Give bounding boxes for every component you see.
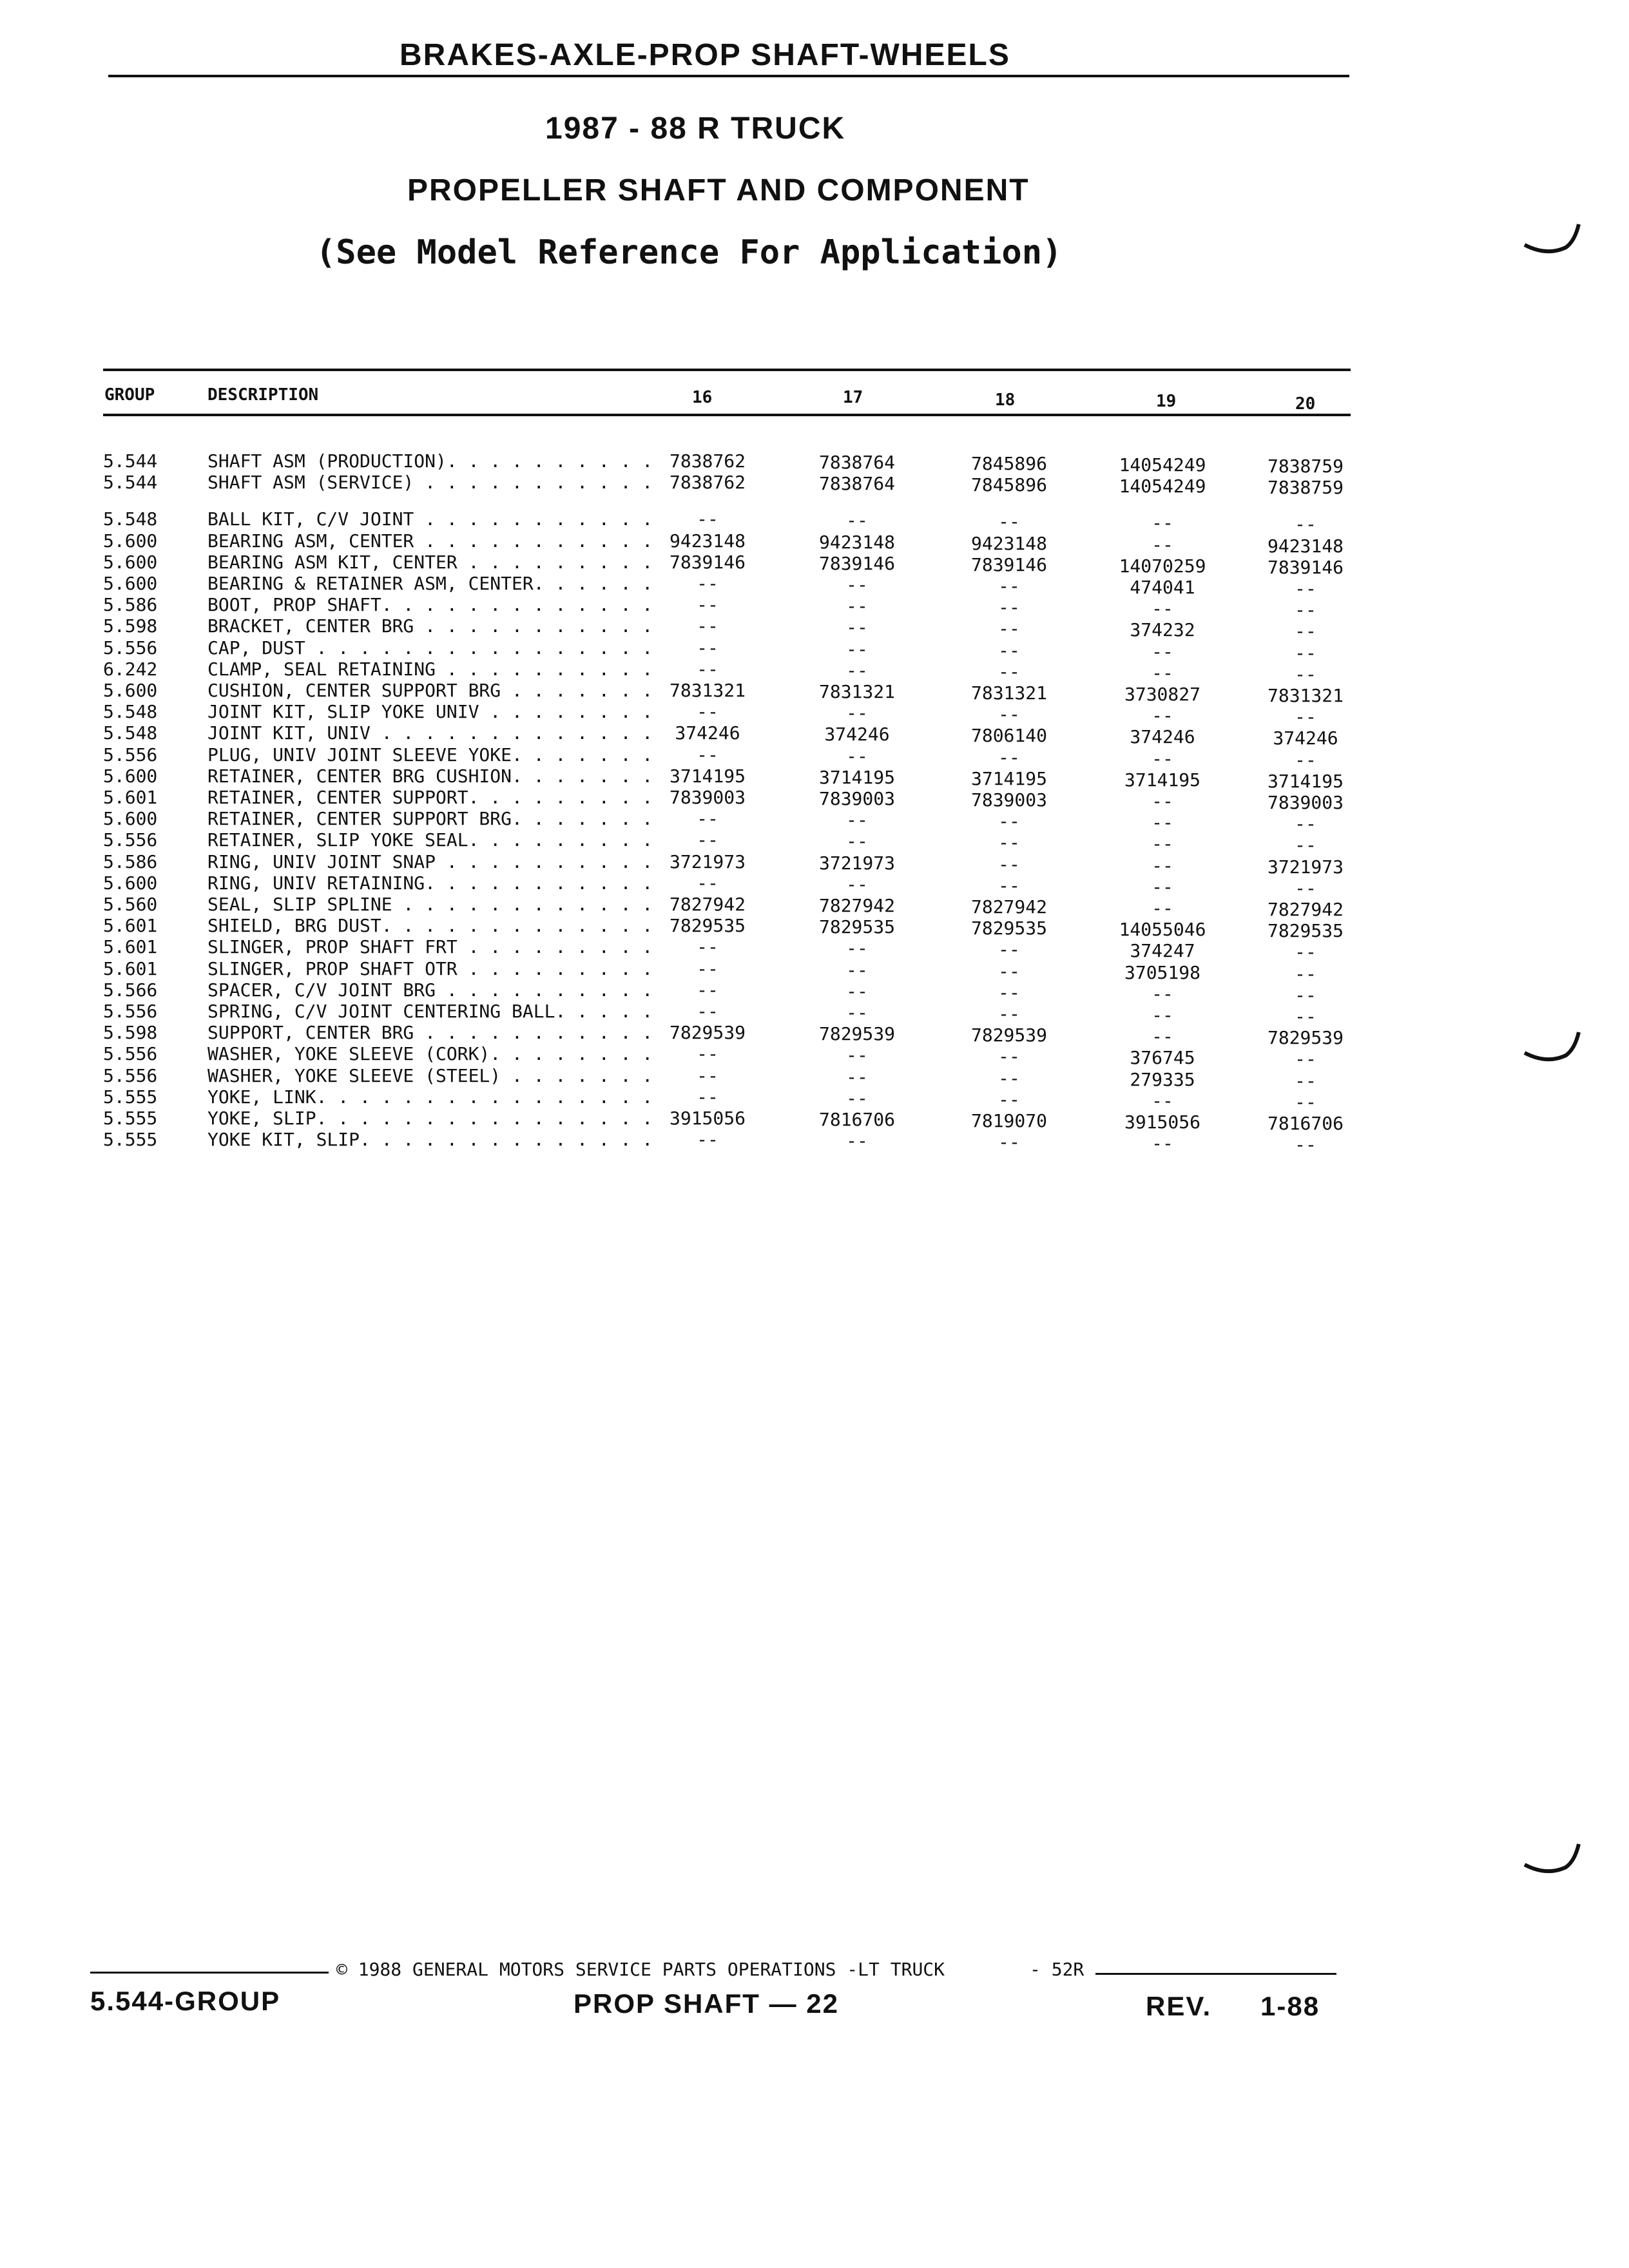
row-part-number-20: -- — [1295, 1091, 1316, 1113]
row-description — [207, 531, 665, 552]
row-part-number-18: 7827942 — [970, 896, 1047, 918]
row-description — [207, 1087, 665, 1108]
row-part-number-18: -- — [998, 1003, 1020, 1024]
row-part-number-16: 9423148 — [669, 530, 746, 552]
row-part-number-19: -- — [1152, 1090, 1173, 1111]
row-group: 5.555 — [103, 1086, 158, 1108]
row-description-label: SLINGER, PROP SHAFT OTR — [207, 959, 460, 979]
row-group: 5.600 — [103, 765, 158, 787]
row-group: 5.544 — [103, 472, 158, 494]
row-group: 5.556 — [103, 1001, 158, 1022]
row-part-number-19: 3714195 — [1124, 769, 1200, 791]
row-part-number-20: -- — [1295, 620, 1316, 642]
row-description — [207, 723, 665, 744]
row-part-number-18: -- — [998, 853, 1020, 875]
row-part-number-19: -- — [1152, 791, 1173, 812]
row-group: 5.598 — [103, 615, 158, 637]
row-part-number-16: -- — [697, 615, 718, 637]
column-header-19: 19 — [1156, 392, 1177, 411]
row-description — [207, 745, 665, 765]
row-part-number-17: 7831321 — [818, 681, 895, 702]
row-description — [207, 659, 665, 680]
row-part-number-16: -- — [697, 1001, 718, 1022]
row-group: 5.601 — [103, 936, 158, 958]
row-part-number-19: 3705198 — [1124, 961, 1200, 983]
row-part-number-20: 7838759 — [1267, 456, 1344, 477]
row-description-label: SPRING, C/V JOINT CENTERING BALL — [207, 1001, 557, 1022]
row-group: 5.600 — [103, 680, 158, 701]
row-description — [207, 766, 665, 787]
row-part-number-17: -- — [846, 873, 868, 895]
row-group: 5.600 — [103, 808, 158, 830]
row-description-label: RETAINER, SLIP YOKE SEAL — [207, 830, 471, 850]
row-part-number-19: 279335 — [1130, 1068, 1195, 1090]
row-part-number-17: -- — [846, 745, 868, 767]
row-part-number-18: -- — [998, 874, 1020, 896]
row-description-label: RETAINER, CENTER SUPPORT BRG — [207, 809, 514, 829]
row-part-number-20: -- — [1295, 749, 1316, 771]
row-description — [207, 1129, 665, 1150]
row-part-number-20: -- — [1295, 1070, 1316, 1091]
row-part-number-17: -- — [846, 638, 868, 660]
row-part-number-16: -- — [697, 508, 718, 530]
row-part-number-20: 7816706 — [1267, 1113, 1344, 1134]
row-part-number-19: -- — [1152, 833, 1173, 855]
row-description-label: PLUG, UNIV JOINT SLEEVE YOKE — [207, 745, 514, 765]
row-part-number-16: 374246 — [675, 722, 740, 744]
row-part-number-17: -- — [846, 702, 868, 724]
row-group: 5.600 — [103, 530, 158, 552]
row-description — [207, 1001, 665, 1022]
row-part-number-20: 7839146 — [1267, 556, 1344, 578]
row-description-label: YOKE, LINK — [207, 1087, 319, 1108]
row-description — [207, 472, 665, 493]
row-part-number-16: -- — [697, 979, 718, 1001]
row-part-number-17: 7839003 — [818, 788, 895, 809]
row-part-number-17: 7829535 — [818, 916, 895, 938]
row-part-number-16: 7829535 — [669, 915, 746, 937]
row-description — [207, 451, 665, 472]
row-part-number-18: 7839003 — [970, 789, 1047, 811]
row-part-number-16: 3915056 — [669, 1108, 746, 1129]
row-description-label: SEAL, SLIP SPLINE — [207, 894, 395, 915]
row-description-label: YOKE KIT, SLIP — [207, 1129, 362, 1150]
row-part-number-18: 7845896 — [970, 453, 1047, 474]
row-part-number-20: -- — [1295, 1006, 1316, 1027]
group-reference: 5.544-GROUP — [90, 1986, 281, 2016]
row-part-number-19: -- — [1152, 1004, 1173, 1026]
row-part-number-18: -- — [998, 618, 1020, 640]
row-part-number-19: -- — [1152, 747, 1173, 769]
column-header-20: 20 — [1295, 394, 1316, 414]
column-header-17: 17 — [843, 388, 863, 407]
row-part-number-19: -- — [1152, 533, 1173, 555]
row-description-label: YOKE, SLIP — [207, 1108, 319, 1129]
row-description — [207, 1066, 665, 1086]
row-part-number-20: 7838759 — [1267, 477, 1344, 499]
row-group: 5.548 — [103, 508, 158, 530]
row-part-number-17: 3714195 — [818, 766, 895, 788]
row-description-label: CLAMP, SEAL RETAINING — [207, 659, 438, 680]
row-description — [207, 894, 665, 915]
row-group: 5.601 — [103, 957, 158, 979]
row-part-number-17: -- — [846, 980, 868, 1002]
row-part-number-17: 374246 — [824, 724, 890, 745]
row-part-number-16: -- — [697, 872, 718, 894]
row-part-number-17: -- — [846, 510, 868, 532]
row-part-number-17: 7827942 — [818, 895, 895, 916]
row-part-number-20: -- — [1295, 514, 1316, 535]
row-group: 5.601 — [103, 915, 158, 937]
row-description-label: CUSHION, CENTER SUPPORT BRG — [207, 680, 503, 701]
row-group: 5.548 — [103, 722, 158, 744]
row-part-number-16: -- — [697, 1043, 718, 1065]
row-group: 5.555 — [103, 1129, 158, 1151]
row-description — [207, 809, 665, 829]
row-part-number-16: -- — [697, 637, 718, 658]
row-description-label: BALL KIT, C/V JOINT — [207, 509, 416, 530]
row-part-number-17: -- — [846, 1002, 868, 1023]
row-description-label: WASHER, YOKE SLEEVE (CORK) — [207, 1044, 492, 1064]
row-part-number-19: 14054249 — [1119, 454, 1206, 476]
row-group: 5.586 — [103, 850, 158, 872]
row-group: 5.556 — [103, 744, 158, 765]
row-group: 5.560 — [103, 894, 158, 915]
row-part-number-19: 14070259 — [1119, 555, 1206, 577]
row-part-number-19: 474041 — [1130, 577, 1195, 598]
row-description — [207, 830, 665, 850]
row-part-number-20: 7839003 — [1267, 792, 1344, 813]
row-description-label: JOINT KIT, SLIP YOKE UNIV — [207, 702, 481, 722]
row-part-number-20: -- — [1295, 877, 1316, 899]
row-group: 5.600 — [103, 551, 158, 573]
row-part-number-19: 14055046 — [1119, 919, 1206, 941]
row-part-number-18: -- — [998, 1131, 1020, 1153]
row-group: 5.556 — [103, 1043, 158, 1065]
row-part-number-20: -- — [1295, 706, 1316, 728]
row-part-number-16: 7839003 — [669, 787, 746, 808]
row-part-number-16: 7838762 — [669, 472, 746, 494]
row-part-number-18: -- — [998, 811, 1020, 832]
row-part-number-20: -- — [1295, 599, 1316, 621]
row-part-number-16: -- — [697, 957, 718, 979]
row-part-number-18: 7831321 — [970, 682, 1047, 704]
row-part-number-17: 7829539 — [818, 1023, 895, 1045]
row-part-number-17: 3721973 — [818, 852, 895, 874]
row-part-number-19: -- — [1152, 662, 1173, 684]
row-part-number-18: 7829539 — [970, 1024, 1047, 1046]
row-part-number-18: -- — [998, 1046, 1020, 1068]
row-part-number-19: -- — [1152, 1133, 1173, 1155]
row-part-number-17: 7838764 — [818, 473, 895, 495]
row-description — [207, 702, 665, 722]
component-title: PROPELLER SHAFT AND COMPONENT — [407, 173, 1030, 207]
row-part-number-19: 3730827 — [1124, 684, 1200, 705]
row-description-label: CAP, DUST — [207, 638, 308, 658]
row-description-label: BEARING ASM KIT, CENTER — [207, 552, 460, 573]
section-reference: PROP SHAFT — 22 — [574, 1988, 839, 2019]
row-description — [207, 937, 665, 957]
row-part-number-18: 9423148 — [970, 532, 1047, 554]
row-description-label: WASHER, YOKE SLEEVE (STEEL) — [207, 1066, 503, 1086]
row-description-label: BRACKET, CENTER BRG — [207, 616, 416, 637]
row-part-number-19: -- — [1152, 876, 1173, 898]
row-group: 5.556 — [103, 1064, 158, 1086]
row-part-number-19: -- — [1152, 898, 1173, 919]
table-top-rule — [103, 369, 1351, 371]
row-description — [207, 873, 665, 894]
row-description-label: JOINT KIT, UNIV — [207, 723, 373, 744]
column-header-16: 16 — [692, 388, 713, 407]
row-part-number-17: 7839146 — [818, 552, 895, 574]
row-part-number-17: -- — [846, 574, 868, 595]
row-part-number-20: -- — [1295, 834, 1316, 856]
row-part-number-17: -- — [846, 617, 868, 639]
row-part-number-16: -- — [697, 1064, 718, 1086]
row-part-number-20: 7829539 — [1267, 1027, 1344, 1049]
row-description-label: BEARING ASM, CENTER — [207, 531, 416, 552]
row-description-label: RETAINER, CENTER BRG CUSHION — [207, 766, 514, 787]
row-part-number-17: -- — [846, 1044, 868, 1066]
row-part-number-19: -- — [1152, 854, 1173, 876]
row-part-number-18: -- — [998, 960, 1020, 982]
row-group: 5.548 — [103, 701, 158, 723]
row-description — [207, 509, 665, 530]
row-part-number-16: -- — [697, 808, 718, 830]
row-part-number-20: -- — [1295, 1134, 1316, 1156]
row-part-number-18: -- — [998, 1088, 1020, 1110]
row-part-number-16: -- — [697, 1086, 718, 1108]
row-description — [207, 680, 665, 701]
row-description — [207, 552, 665, 573]
row-part-number-18: 3714195 — [970, 767, 1047, 789]
reference-note: (See Model Reference For Application) — [316, 233, 1063, 272]
row-part-number-17: -- — [846, 959, 868, 981]
row-part-number-17: -- — [846, 831, 868, 852]
row-description-label: SPACER, C/V JOINT BRG — [207, 980, 438, 1001]
binder-mark-icon — [1521, 219, 1585, 264]
row-part-number-16: -- — [697, 829, 718, 851]
row-part-number-17: -- — [846, 1066, 868, 1088]
row-description — [207, 1023, 665, 1043]
row-group: 6.242 — [103, 658, 158, 680]
row-part-number-16: 7839146 — [669, 551, 746, 573]
row-part-number-18: -- — [998, 575, 1020, 597]
row-description-label: SLINGER, PROP SHAFT FRT — [207, 937, 460, 957]
row-part-number-18: 7845896 — [970, 474, 1047, 496]
row-group: 5.556 — [103, 829, 158, 851]
row-part-number-16: -- — [697, 594, 718, 616]
row-part-number-18: -- — [998, 939, 1020, 961]
row-part-number-18: -- — [998, 981, 1020, 1003]
row-description-label: RETAINER, CENTER SUPPORT — [207, 787, 471, 808]
revision-date: 1-88 — [1260, 1991, 1320, 2021]
row-group: 5.601 — [103, 787, 158, 808]
row-part-number-20: 374246 — [1273, 727, 1338, 749]
row-description — [207, 916, 665, 936]
row-part-number-16: -- — [697, 701, 718, 723]
row-part-number-20: 7829535 — [1267, 920, 1344, 942]
row-part-number-16: 7838762 — [669, 450, 746, 472]
row-description-label: SHAFT ASM (SERVICE) — [207, 472, 416, 493]
model-line: 1987 - 88 R TRUCK — [545, 111, 846, 146]
row-part-number-16: 7827942 — [669, 894, 746, 915]
row-part-number-17: 9423148 — [818, 531, 895, 553]
row-description — [207, 959, 665, 979]
footer-rule-right — [1095, 1973, 1336, 1975]
row-description — [207, 1044, 665, 1064]
row-part-number-18: 7839146 — [970, 553, 1047, 575]
row-part-number-17: -- — [846, 659, 868, 681]
binder-mark-icon — [1521, 1839, 1585, 1884]
row-part-number-19: -- — [1152, 705, 1173, 727]
row-part-number-16: -- — [697, 1129, 718, 1151]
row-part-number-18: -- — [998, 597, 1020, 619]
row-part-number-19: 374232 — [1130, 619, 1195, 641]
column-header-group: GROUP — [104, 385, 155, 405]
row-part-number-18: -- — [998, 1067, 1020, 1089]
row-description — [207, 638, 665, 658]
row-group: 5.600 — [103, 573, 158, 594]
row-part-number-18: 7806140 — [970, 725, 1047, 747]
row-part-number-20: -- — [1295, 963, 1316, 985]
copyright-notice: © 1988 GENERAL MOTORS SERVICE PARTS OPERATIONS -LT TRUCK — [336, 1959, 945, 1980]
row-part-number-20: -- — [1295, 941, 1316, 963]
row-group: 5.544 — [103, 450, 158, 472]
row-group: 5.586 — [103, 594, 158, 616]
section-title: BRAKES-AXLE-PROP SHAFT-WHEELS — [400, 38, 1010, 72]
row-part-number-18: -- — [998, 746, 1020, 768]
row-description-label: BOOT, PROP SHAFT — [207, 595, 384, 615]
row-part-number-20: 7827942 — [1267, 899, 1344, 920]
row-group: 5.600 — [103, 872, 158, 894]
row-description-label: BEARING & RETAINER ASM, CENTER — [207, 573, 536, 594]
row-part-number-19: 14054249 — [1119, 476, 1206, 497]
row-part-number-17: -- — [846, 1130, 868, 1152]
row-part-number-20: 3721973 — [1267, 856, 1344, 878]
page-code: - 52R — [1030, 1959, 1084, 1980]
row-part-number-16: -- — [697, 936, 718, 958]
column-header-description: DESCRIPTION — [207, 385, 319, 405]
row-part-number-16: 3721973 — [669, 850, 746, 872]
row-part-number-20: 3714195 — [1267, 770, 1344, 792]
row-part-number-16: -- — [697, 573, 718, 594]
row-part-number-19: -- — [1152, 598, 1173, 620]
row-part-number-19: 376745 — [1130, 1047, 1195, 1069]
row-part-number-20: -- — [1295, 813, 1316, 835]
row-group: 5.598 — [103, 1022, 158, 1044]
row-description-label: RING, UNIV JOINT SNAP — [207, 852, 438, 872]
binder-mark-icon — [1521, 1027, 1585, 1072]
row-group: 5.566 — [103, 979, 158, 1001]
row-part-number-18: 7829535 — [970, 918, 1047, 939]
row-description — [207, 573, 665, 594]
row-part-number-16: 3714195 — [669, 765, 746, 787]
row-part-number-18: -- — [998, 832, 1020, 854]
row-group: 5.555 — [103, 1108, 158, 1129]
row-part-number-16: 7829539 — [669, 1022, 746, 1044]
row-description — [207, 852, 665, 872]
row-description — [207, 787, 665, 808]
column-header-18: 18 — [995, 390, 1016, 410]
row-part-number-20: 9423148 — [1267, 535, 1344, 557]
row-description-label: SHIELD, BRG DUST — [207, 916, 384, 936]
row-part-number-18: -- — [998, 704, 1020, 726]
row-part-number-16: 7831321 — [669, 680, 746, 701]
row-part-number-19: -- — [1152, 1026, 1173, 1048]
row-part-number-18: -- — [998, 639, 1020, 661]
row-part-number-19: 374247 — [1130, 940, 1195, 962]
row-part-number-19: -- — [1152, 640, 1173, 662]
row-description-label: RING, UNIV RETAINING — [207, 873, 427, 894]
row-part-number-16: -- — [697, 658, 718, 680]
row-part-number-20: -- — [1295, 663, 1316, 685]
table-header-rule — [103, 414, 1351, 416]
row-part-number-17: -- — [846, 1087, 868, 1109]
row-part-number-17: 7816706 — [818, 1109, 895, 1130]
row-group: 5.556 — [103, 637, 158, 658]
row-part-number-18: -- — [998, 660, 1020, 682]
footer-rule-left — [90, 1972, 329, 1974]
row-part-number-19: -- — [1152, 983, 1173, 1004]
row-part-number-19: 374246 — [1130, 726, 1195, 748]
row-part-number-17: -- — [846, 809, 868, 831]
row-part-number-18: -- — [998, 511, 1020, 533]
row-description-label: SHAFT ASM (PRODUCTION) — [207, 451, 449, 472]
row-description — [207, 616, 665, 637]
row-part-number-20: -- — [1295, 642, 1316, 664]
row-description — [207, 980, 665, 1001]
row-part-number-20: 7831321 — [1267, 685, 1344, 706]
row-part-number-17: -- — [846, 937, 868, 959]
row-part-number-16: -- — [697, 744, 718, 765]
header-rule — [108, 75, 1349, 77]
row-part-number-17: 7838764 — [818, 452, 895, 473]
row-part-number-19: 3915056 — [1124, 1111, 1200, 1133]
row-part-number-19: -- — [1152, 512, 1173, 534]
row-part-number-19: -- — [1152, 812, 1173, 834]
row-part-number-18: 7819070 — [970, 1110, 1047, 1131]
row-description-label: SUPPORT, CENTER BRG — [207, 1023, 416, 1043]
row-part-number-20: -- — [1295, 984, 1316, 1006]
row-part-number-17: -- — [846, 595, 868, 617]
row-part-number-20: -- — [1295, 1048, 1316, 1070]
row-description — [207, 1108, 665, 1129]
row-part-number-20: -- — [1295, 578, 1316, 599]
row-description — [207, 595, 665, 615]
revision-label: REV. — [1146, 1991, 1212, 2021]
